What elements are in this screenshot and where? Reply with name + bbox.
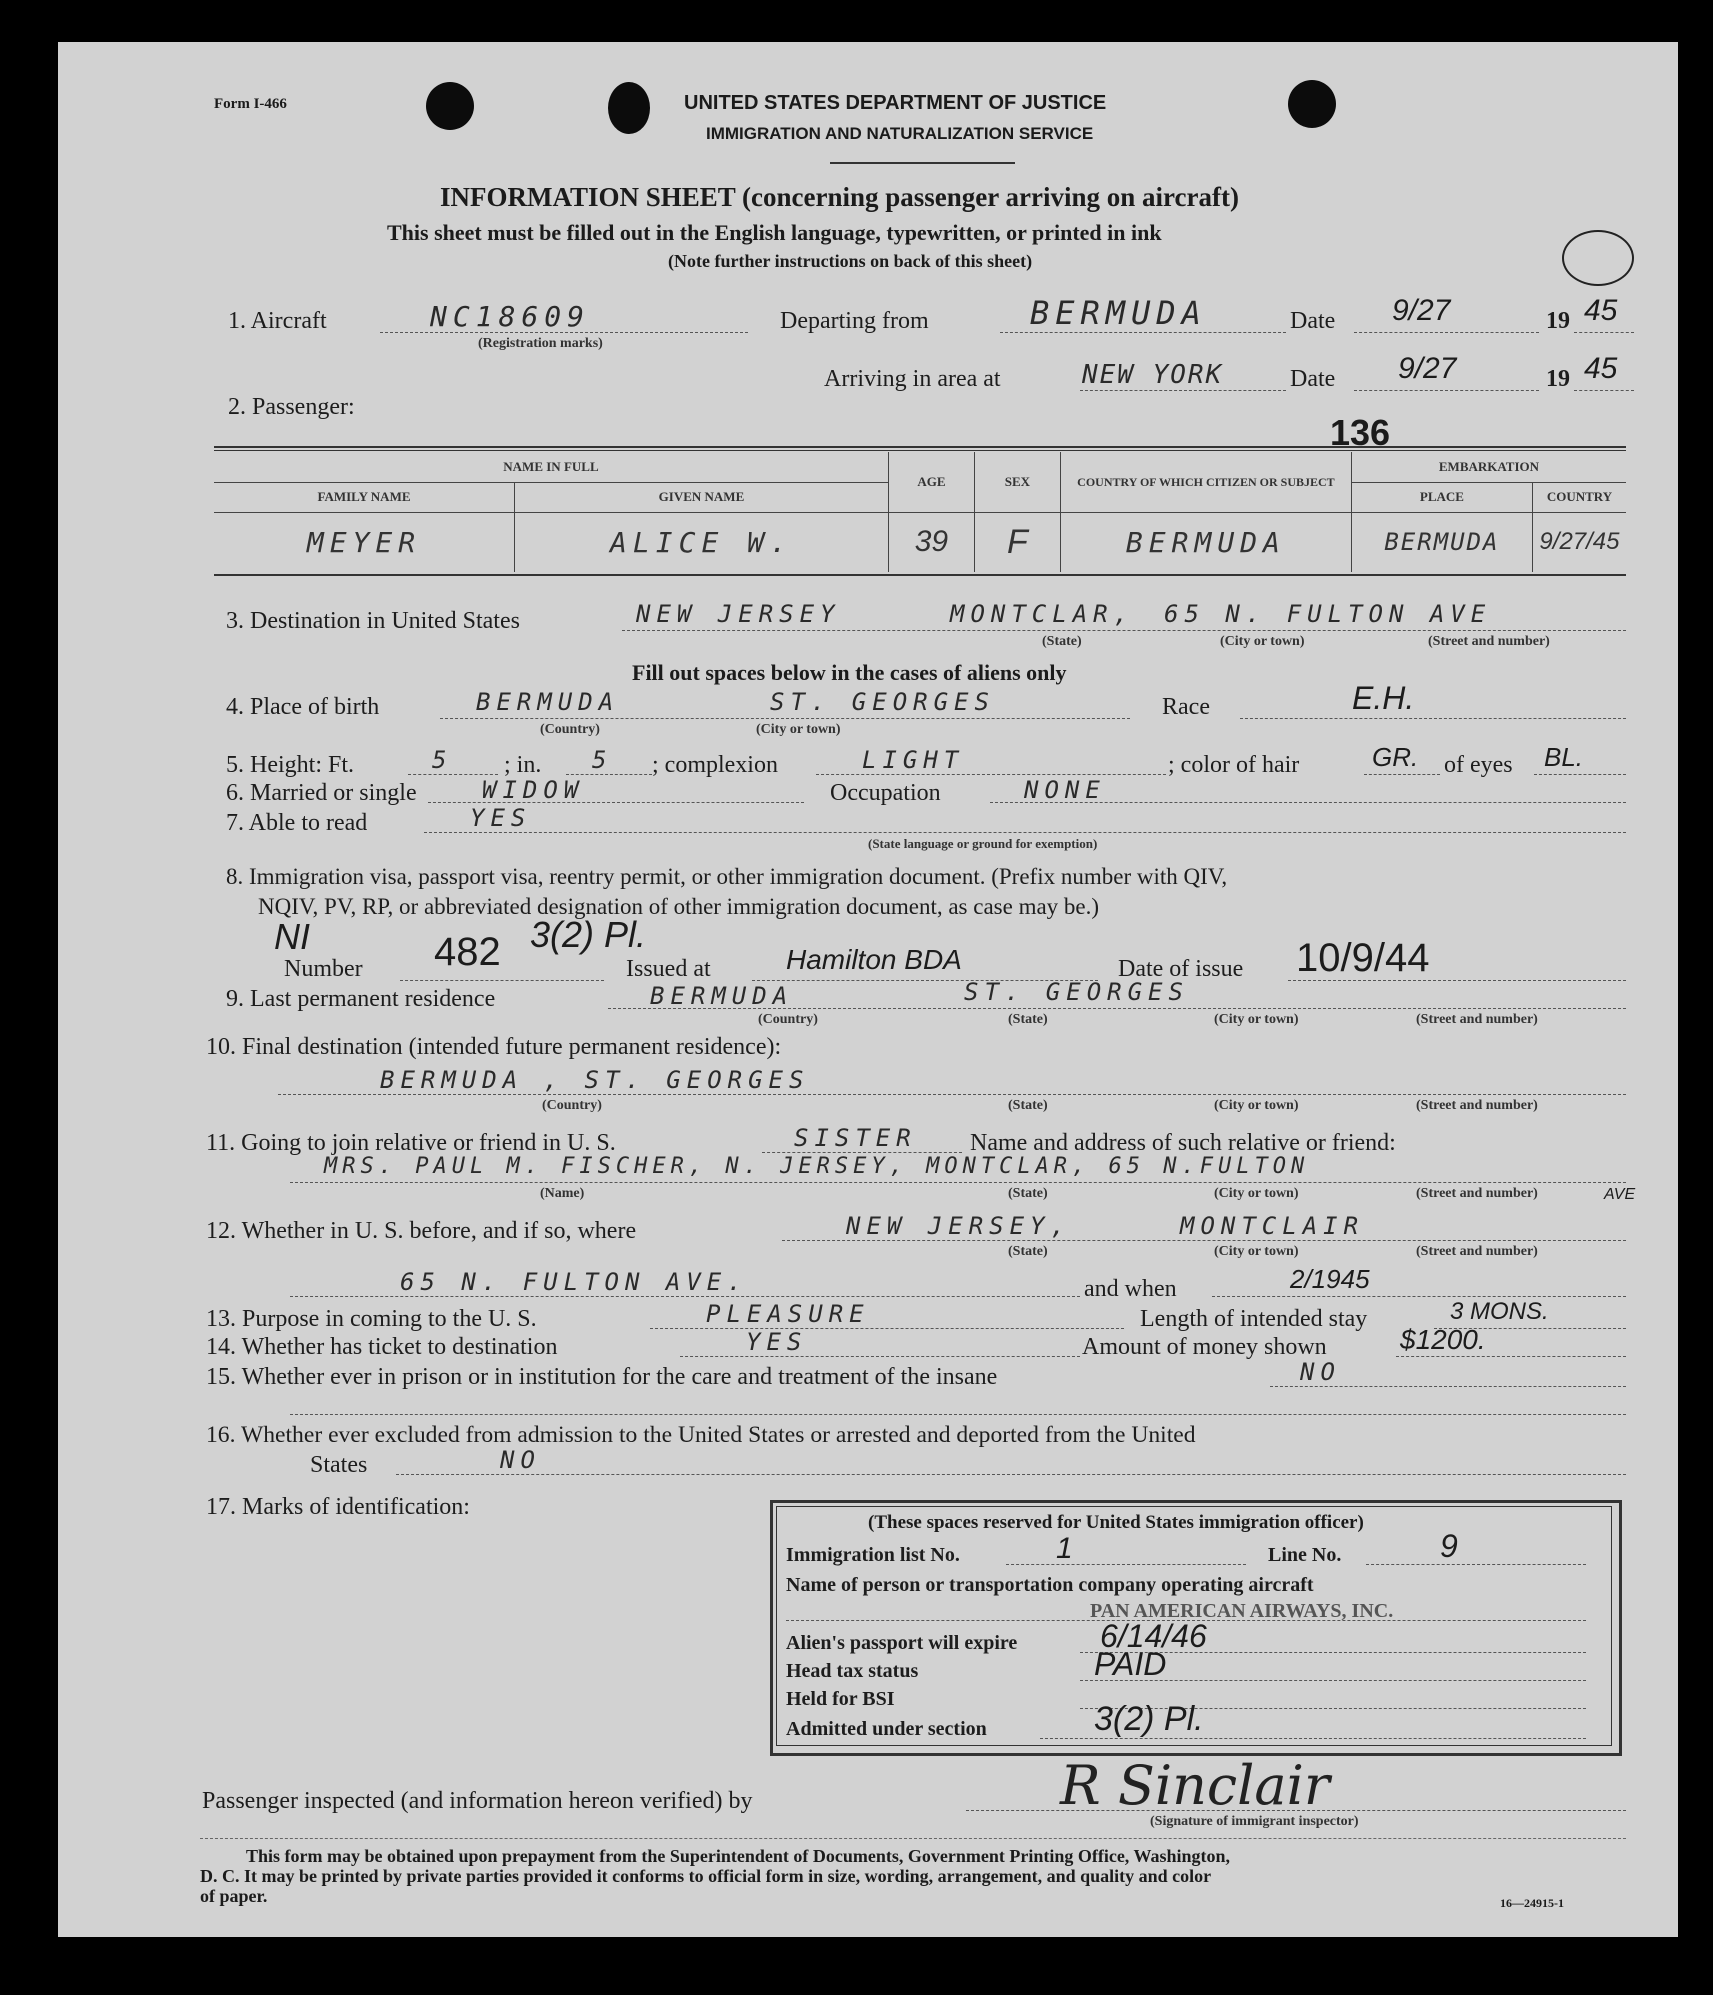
form-note: (Note further instructions on back of this sheet) [668,251,1033,271]
final-city-caption: (City or town) [1214,1098,1299,1113]
purpose-line [650,1328,1124,1329]
marital-label: 6. Married or single [226,780,417,806]
depart-year-line [1574,332,1634,333]
destination-street-caption: (Street and number) [1428,634,1550,649]
prison-value: NO [1300,1358,1341,1386]
list-number-line [1006,1564,1246,1565]
residence-street-caption: (Street and number) [1416,1012,1538,1027]
aircraft-label: 1. Aircraft [228,308,327,334]
previous-state: NEW JERSEY, [846,1212,1071,1240]
issued-label: Issued at [626,956,711,982]
previous-when-line [1212,1296,1626,1297]
birthplace-label: 4. Place of birth [226,694,380,720]
read-label: 7. Able to read [226,810,368,836]
destination-street: 65 N. FULTON AVE [1164,600,1492,628]
registration-caption: (Registration marks) [478,336,603,351]
document-number-line [400,980,604,981]
document-number: 482 [434,930,501,974]
passport-label: Alien's passport will expire [786,1632,1018,1654]
arrive-year-value: 45 [1584,352,1618,385]
stamp-number: 136 [1330,412,1391,453]
previous-when: 2/1945 [1290,1264,1370,1294]
excluded-label-1: 16. Whether ever excluded from admission to the United States or arrested and deported from the United [206,1422,1196,1448]
footer-line-3: of paper. [200,1886,268,1906]
race-label: Race [1162,694,1210,720]
prison-label: 15. Whether ever in prison or in institution for the care and treatment of the insane [206,1364,998,1390]
document-prefix: NI [274,916,310,957]
departing-value: BERMUDA [1030,294,1207,332]
passenger-table [214,452,1626,572]
punch-hole [1288,80,1336,128]
final-country-caption: (Country) [542,1098,602,1113]
residence-label: 9. Last permanent residence [226,986,496,1012]
line-number-value: 9 [1440,1528,1458,1564]
document-section: 3(2) Pl. [530,914,647,955]
admitted-label: Admitted under section [786,1718,987,1740]
hair-line [1364,774,1440,775]
marks-label: 17. Marks of identification: [206,1494,470,1520]
footer-code: 16—24915-1 [1500,1896,1564,1910]
given-name-header: GIVEN NAME [515,482,889,512]
arrive-year-line [1574,390,1634,391]
relative-street-caption: (Street and number) [1416,1186,1538,1201]
issue-date-label: Date of issue [1118,956,1244,982]
previous-visit-label: 12. Whether in U. S. before, and if so, where [206,1218,637,1244]
document-label-1: 8. Immigration visa, passport visa, reentry permit, or other immigration document. (Prefix number with QIV, [226,864,1228,889]
relative-line [762,1152,962,1153]
line-number-label: Line No. [1268,1544,1342,1566]
bsi-label: Held for BSI [786,1688,895,1710]
tax-label: Head tax status [786,1660,919,1682]
table-top-rule [214,446,1626,448]
footer-line-2: D. C. It may be printed by private parties provided it conforms to official form in size, wording, arrangement, and quality and color [200,1866,1212,1886]
country-header: COUNTRY OF WHICH CITIZEN OR SUBJECT [1060,452,1351,512]
height-ft-label: 5. Height: Ft. [226,752,355,778]
family-name-header: FAMILY NAME [214,482,515,512]
depart-date-value: 9/27 [1392,294,1451,327]
punch-hole [608,82,650,134]
depart-year-prefix: 19 [1546,308,1570,334]
complexion-value: LIGHT [862,746,965,774]
money-label: Amount of money shown [1082,1334,1327,1360]
read-caption: (State language or ground for exemption) [868,836,1098,851]
marital-value: WIDOW [482,776,585,804]
race-value: E.H. [1352,680,1415,716]
company-label: Name of person or transportation company operating aircraft [786,1574,1314,1596]
footer-rule [200,1838,1626,1839]
sex-value: F [974,512,1060,572]
excluded-value: NO [500,1446,541,1474]
depart-date-line [1354,332,1539,333]
relative-address-line [290,1182,1626,1183]
arriving-value: NEW YORK [1082,360,1224,390]
inspected-label: Passenger inspected (and information hereon verified) by [202,1788,753,1814]
ticket-value: YES [746,1328,808,1356]
relative-state-caption: (State) [1008,1186,1048,1201]
destination-state-caption: (State) [1042,634,1082,649]
final-destination-value: BERMUDA , ST. GEORGES [380,1066,810,1094]
excluded-line [396,1474,1626,1475]
complexion-label: ; complexion [652,752,778,778]
issue-date-value: 10/9/44 [1296,936,1430,980]
residence-state-caption: (State) [1008,1012,1048,1027]
hair-value: GR. [1372,742,1419,772]
signature-caption: (Signature of immigrant inspector) [1150,1814,1359,1829]
family-name-value: MEYER [214,512,515,572]
line-number-line [1366,1564,1586,1565]
list-number-value: 1 [1056,1532,1073,1565]
document-number-label: Number [284,956,363,982]
money-line [1396,1356,1626,1357]
arrive-date-value: 9/27 [1398,352,1457,385]
relative-address: MRS. PAUL M. FISCHER, N. JERSEY, MONTCLAR, 65 N.FULTON [324,1154,1310,1179]
read-line [424,832,1626,833]
list-number-label: Immigration list No. [786,1544,960,1566]
citizen-country-value: BERMUDA [1060,512,1351,572]
destination-city-caption: (City or town) [1220,634,1305,649]
departing-label: Departing from [780,308,929,334]
embark-country-value: 9/27/45 [1532,512,1626,572]
passport-value: 6/14/46 [1100,1618,1207,1654]
final-destination-line [278,1094,1626,1095]
previous-city-caption: (City or town) [1214,1244,1299,1259]
aliens-heading: Fill out spaces below in the cases of aliens only [632,660,1067,685]
final-street-caption: (Street and number) [1416,1098,1538,1113]
place-header: PLACE [1351,482,1532,512]
arriving-line [1080,390,1286,391]
birthplace-line [440,718,1130,719]
destination-label: 3. Destination in United States [226,608,520,634]
residence-city-caption: (City or town) [1214,1012,1299,1027]
purpose-value: PLEASURE [706,1300,870,1328]
read-value: YES [470,804,532,832]
height-in-label: ; in. [504,752,542,778]
stay-value: 3 MONS. [1450,1298,1549,1325]
ticket-label: 14. Whether has ticket to destination [206,1334,558,1360]
final-state-caption: (State) [1008,1098,1048,1113]
passenger-label: 2. Passenger: [228,394,355,420]
form-number: Form I-466 [214,96,287,112]
header-rule [830,162,1015,164]
complexion-line [816,774,1166,775]
previous-city: MONTCLAIR [1180,1212,1365,1240]
name-in-full-header: NAME IN FULL [503,458,599,474]
destination-state: NEW JERSEY [636,600,841,628]
height-in-value: 5 [592,746,613,774]
arrive-date-label: Date [1290,366,1336,392]
ticket-line [680,1356,1080,1357]
arrive-year-prefix: 19 [1546,366,1570,392]
height-ft-value: 5 [432,746,453,774]
form-subtitle: This sheet must be filled out in the English language, typewritten, or printed in ink [387,220,1162,245]
company-value: PAN AMERICAN AIRWAYS, INC. [1090,1600,1394,1622]
final-destination-label: 10. Final destination (intended future permanent residence): [206,1034,782,1060]
previous-street-caption: (Street and number) [1416,1244,1538,1259]
officer-box-heading: (These spaces reserved for United States immigration officer) [868,1512,1364,1533]
stay-label: Length of intended stay [1140,1306,1368,1332]
relative-address-overflow: AVE [1604,1186,1636,1203]
money-value: $1200. [1400,1324,1486,1355]
purpose-label: 13. Purpose in coming to the U. S. [206,1306,537,1332]
eyes-line [1534,774,1626,775]
birth-country-caption: (Country) [540,722,600,737]
emb-country-header: COUNTRY [1532,482,1626,512]
eyes-label: of eyes [1444,752,1513,778]
footer-line-1: This form may be obtained upon prepayment from the Superintendent of Documents, Government Printing Office, Washington, [246,1846,1231,1866]
destination-city: MONTCLAR, [950,600,1135,628]
aircraft-value: NC18609 [430,300,591,333]
previous-when-label: and when [1084,1276,1177,1302]
birth-city-caption: (City or town) [756,722,841,737]
eyes-value: BL. [1544,742,1584,772]
table-bottom-rule [214,574,1626,576]
destination-line [622,630,1626,631]
issued-value: Hamilton BDA [786,944,962,975]
relative-name-caption: (Name) [540,1186,585,1201]
departing-line [1000,332,1286,333]
relative-city-caption: (City or town) [1214,1186,1299,1201]
table-top-rule-2 [214,450,1626,451]
tax-value: PAID [1094,1646,1167,1682]
prison-line [1270,1386,1626,1387]
age-value: 39 [888,512,974,572]
sex-header: SEX [974,452,1060,512]
embarkation-header: EMBARKATION [1351,452,1626,482]
prison-line-2 [290,1414,1626,1415]
punch-hole [426,82,474,130]
embark-place-value: BERMUDA [1351,512,1532,572]
depart-year-value: 45 [1584,294,1618,327]
excluded-label-2: States [310,1452,368,1478]
arrive-date-line [1354,390,1539,391]
race-line [1240,718,1626,719]
height-ft-line [408,774,498,775]
occupation-label: Occupation [830,780,941,806]
previous-visit-line [782,1240,1626,1241]
residence-country-caption: (Country) [758,1012,818,1027]
birth-country: BERMUDA [476,688,620,716]
inspector-signature: R Sinclair [1060,1754,1330,1817]
department-name: UNITED STATES DEPARTMENT OF JUSTICE [684,92,1107,114]
arriving-label: Arriving in area at [824,366,1001,392]
age-header: AGE [888,452,974,512]
residence-country: BERMUDA [650,982,794,1010]
form-title: INFORMATION SHEET (concerning passenger arriving on aircraft) [440,182,1239,212]
service-name: IMMIGRATION AND NATURALIZATION SERVICE [706,124,1094,143]
document-label-2: NQIV, PV, RP, or abbreviated designation of other immigration document, as case may be.) [258,894,1100,919]
previous-street: 65 N. FULTON AVE. [400,1268,748,1296]
previous-street-line [290,1296,1080,1297]
relative-value: SISTER [794,1124,917,1152]
circle-mark [1562,230,1634,286]
relative-name-label: Name and address of such relative or friend: [970,1130,1396,1156]
hair-label: ; color of hair [1168,752,1300,778]
occupation-value: NONE [1024,776,1106,804]
previous-state-caption: (State) [1008,1244,1048,1259]
given-name-value: ALICE W. [515,512,889,572]
relative-label: 11. Going to join relative or friend in U. S. [206,1130,616,1156]
depart-date-label: Date [1290,308,1336,334]
admitted-value: 3(2) Pl. [1094,1700,1204,1738]
height-in-line [566,774,652,775]
birth-city: ST. GEORGES [770,688,995,716]
residence-city: ST. GEORGES [964,978,1189,1006]
